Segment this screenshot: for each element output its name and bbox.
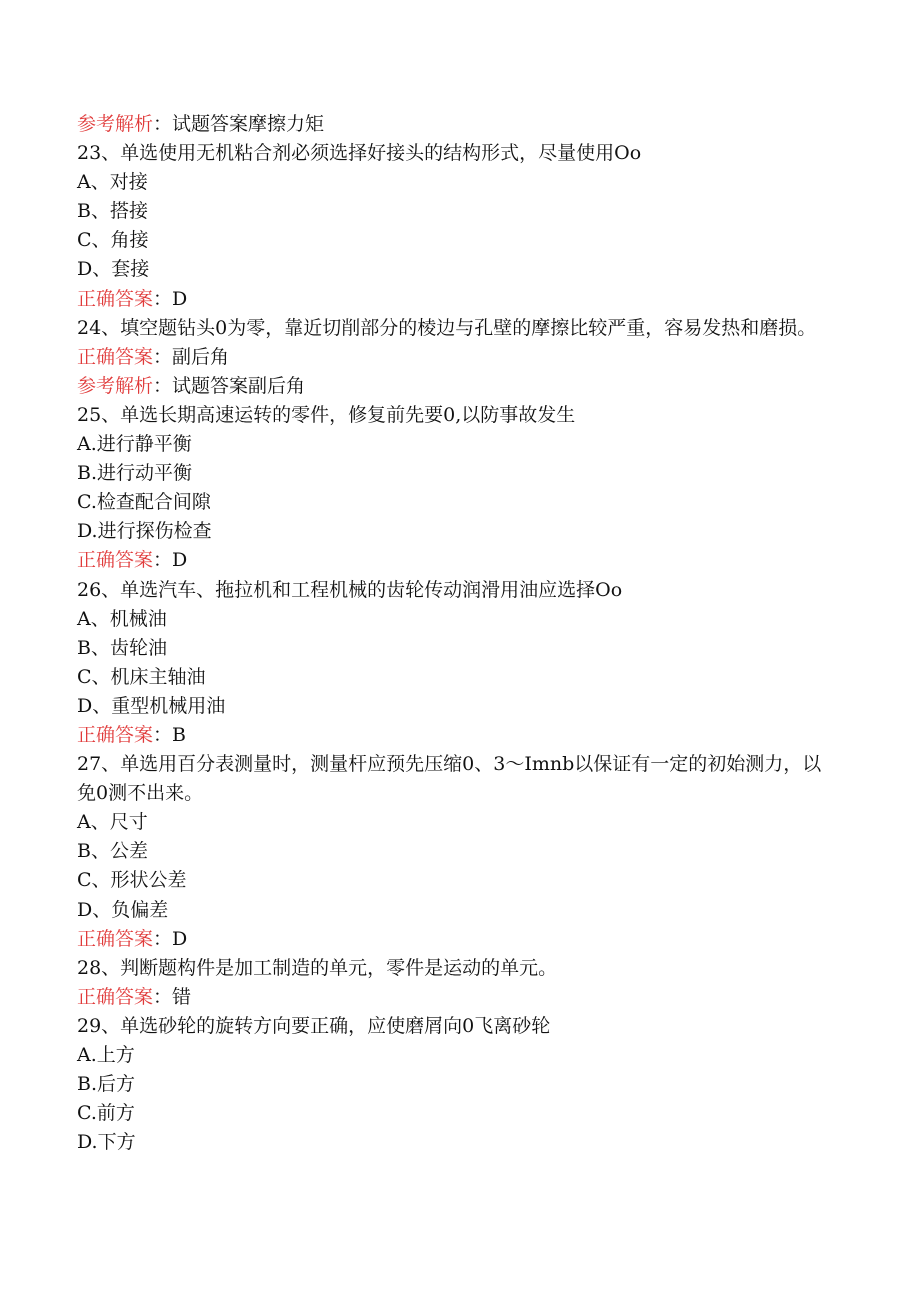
answer-text: 副后角 (172, 345, 230, 368)
separator: ： (153, 985, 173, 1008)
correct-answer-line (77, 546, 847, 575)
option-d: D.下方 (77, 1131, 136, 1154)
option-c: C.前方 (77, 1102, 135, 1125)
option-b: B.进行动平衡 (77, 462, 193, 485)
correct-answer-line (77, 983, 847, 1012)
document-body (77, 110, 847, 1157)
analysis-text: 试题答案摩擦力矩 (172, 113, 325, 135)
option-d: D、套接 (77, 258, 150, 281)
separator: ： (153, 927, 173, 950)
separator: ： (153, 723, 173, 746)
correct-answer-label: 正确答案 (77, 723, 154, 746)
separator: ： (153, 287, 173, 310)
option-a: A、对接 (77, 171, 148, 194)
answer-text: D (172, 927, 188, 950)
correct-answer-line (77, 285, 847, 314)
option-c: C、角接 (77, 229, 149, 252)
analysis-text: 试题答案副后角 (172, 374, 306, 397)
question-26: 26、单选汽车、拖拉机和工程机械的齿轮传动润滑用油应选择Oo (77, 578, 623, 601)
option-c: C、机床主轴油 (77, 665, 206, 688)
option-a: A.上方 (77, 1044, 135, 1066)
correct-answer-line (77, 721, 847, 750)
separator: ： (153, 345, 173, 368)
separator: ： (153, 374, 173, 397)
reference-analysis-label: 参考解析 (77, 113, 154, 135)
correct-answer-line (77, 343, 847, 372)
option-d: D.进行探伤检查 (77, 520, 212, 543)
answer-text: D (172, 287, 188, 310)
correct-answer-label: 正确答案 (77, 927, 154, 950)
option-c: C.检查配合间隙 (77, 491, 211, 514)
answer-text: B (172, 723, 186, 746)
question-24: 24、填空题钻头0为零，靠近切削部分的棱边与孔壁的摩擦比较严重，容易发热和磨损。 (77, 316, 817, 339)
separator: ： (153, 113, 173, 135)
reference-analysis-line (77, 110, 847, 139)
option-d: D、重型机械用油 (77, 694, 226, 717)
question-25: 25、单选长期高速运转的零件，修复前先要0,以防事故发生 (77, 403, 576, 426)
option-b: B、公差 (77, 840, 148, 863)
question-27: 27、单选用百分表测量时，测量杆应预先压缩0、3～Imnb以保证有一定的初始测力，以免0测不出来。 (77, 753, 822, 805)
question-23: 23、单选使用无机粘合剂必须选择好接头的结构形式，尽量使用Oo (77, 142, 642, 165)
correct-answer-label: 正确答案 (77, 287, 154, 310)
option-b: B、齿轮油 (77, 636, 167, 659)
question-29: 29、单选砂轮的旋转方向要正确，应使磨屑向0飞离砂轮 (77, 1014, 551, 1037)
answer-text: 错 (172, 985, 192, 1008)
option-d: D、负偏差 (77, 898, 169, 921)
reference-analysis-line (77, 372, 847, 401)
reference-analysis-label: 参考解析 (77, 374, 154, 397)
correct-answer-label: 正确答案 (77, 549, 154, 572)
correct-answer-label: 正确答案 (77, 345, 154, 368)
separator: ： (153, 549, 173, 572)
answer-text: D (172, 549, 188, 572)
correct-answer-line (77, 925, 847, 954)
option-a: A.进行静平衡 (77, 433, 192, 456)
option-a: A、尺寸 (77, 811, 148, 834)
option-b: B.后方 (77, 1073, 136, 1096)
option-b: B、搭接 (77, 200, 148, 223)
question-28: 28、判断题构件是加工制造的单元，零件是运动的单元。 (77, 956, 558, 979)
option-a: A、机械油 (77, 607, 167, 630)
option-c: C、形状公差 (77, 869, 187, 892)
correct-answer-label: 正确答案 (77, 985, 154, 1008)
